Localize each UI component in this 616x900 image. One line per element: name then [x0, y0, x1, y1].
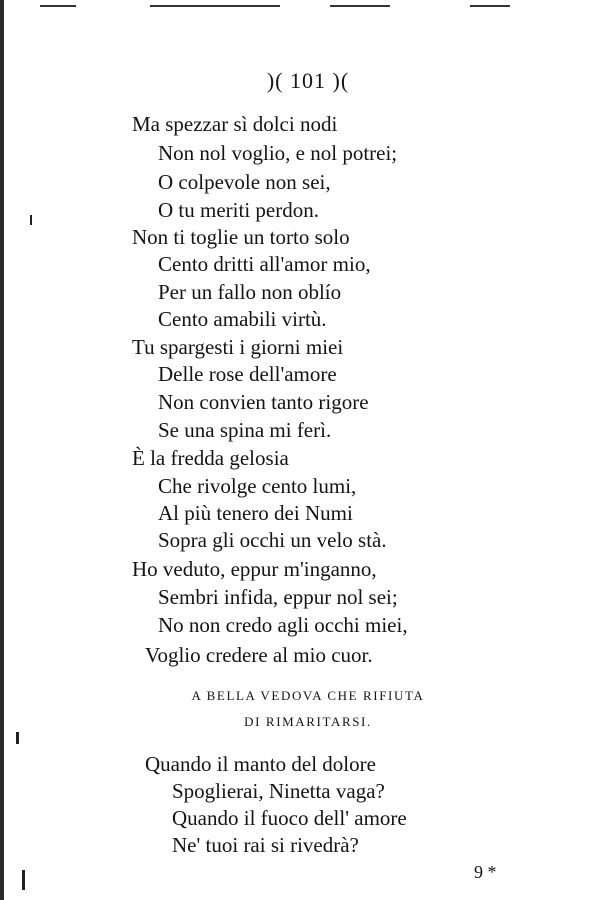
verse-line: Non ti toglie un torto solo: [132, 225, 350, 249]
verse-line: O colpevole non sei,: [158, 170, 331, 194]
ink-speck: [22, 870, 25, 890]
signature-mark: 9 *: [474, 862, 497, 882]
verse-line: Che rivolge cento lumi,: [158, 474, 357, 498]
verse-line: O tu meriti perdon.: [158, 198, 319, 222]
poem-title-line-1: A BELLA VEDOVA CHE RIFIUTA: [191, 688, 425, 703]
top-rule: [40, 5, 76, 7]
poem-title-line-2: DI RIMARITARSI.: [244, 714, 372, 729]
verse-line: Delle rose dell'amore: [158, 362, 337, 386]
verse-line: Quando il fuoco dell' amore: [172, 806, 407, 830]
ink-speck: [16, 732, 19, 744]
verse-line: Per un fallo non oblío: [158, 280, 342, 304]
verse-line: Ma spezzar sì dolci nodi: [132, 112, 338, 136]
page-number: )( 101 )(: [266, 68, 350, 93]
verse-line: No non credo agli occhi miei,: [158, 613, 408, 637]
ink-speck: [30, 215, 32, 225]
verse-line: Cento dritti all'amor mio,: [158, 252, 371, 276]
verse-line: Sembri infida, eppur nol sei;: [158, 585, 398, 609]
verse-line: Al più tenero dei Numi: [158, 501, 353, 525]
top-rule: [470, 5, 510, 7]
verse-line: Cento amabili virtù.: [158, 307, 327, 331]
verse-line: Ne' tuoi rai si rivedrà?: [172, 833, 359, 857]
top-rule: [330, 5, 390, 7]
page-edge: [0, 0, 4, 900]
verse-line: Non nol voglio, e nol potrei;: [158, 141, 398, 165]
verse-line: Se una spina mi ferì.: [158, 418, 332, 442]
verse-line: È la fredda gelosia: [132, 446, 289, 470]
verse-line: Spoglierai, Ninetta vaga?: [172, 779, 385, 803]
verse-line: Ho veduto, eppur m'inganno,: [132, 557, 377, 581]
verse-line: Quando il manto del dolore: [145, 752, 376, 776]
verse-line: Non convien tanto rigore: [158, 390, 369, 414]
verse-line: Tu spargesti i giorni miei: [132, 335, 344, 359]
verse-line: Voglio credere al mio cuor.: [145, 643, 373, 667]
verse-line: Sopra gli occhi un velo stà.: [158, 528, 387, 552]
top-rule: [150, 5, 280, 7]
